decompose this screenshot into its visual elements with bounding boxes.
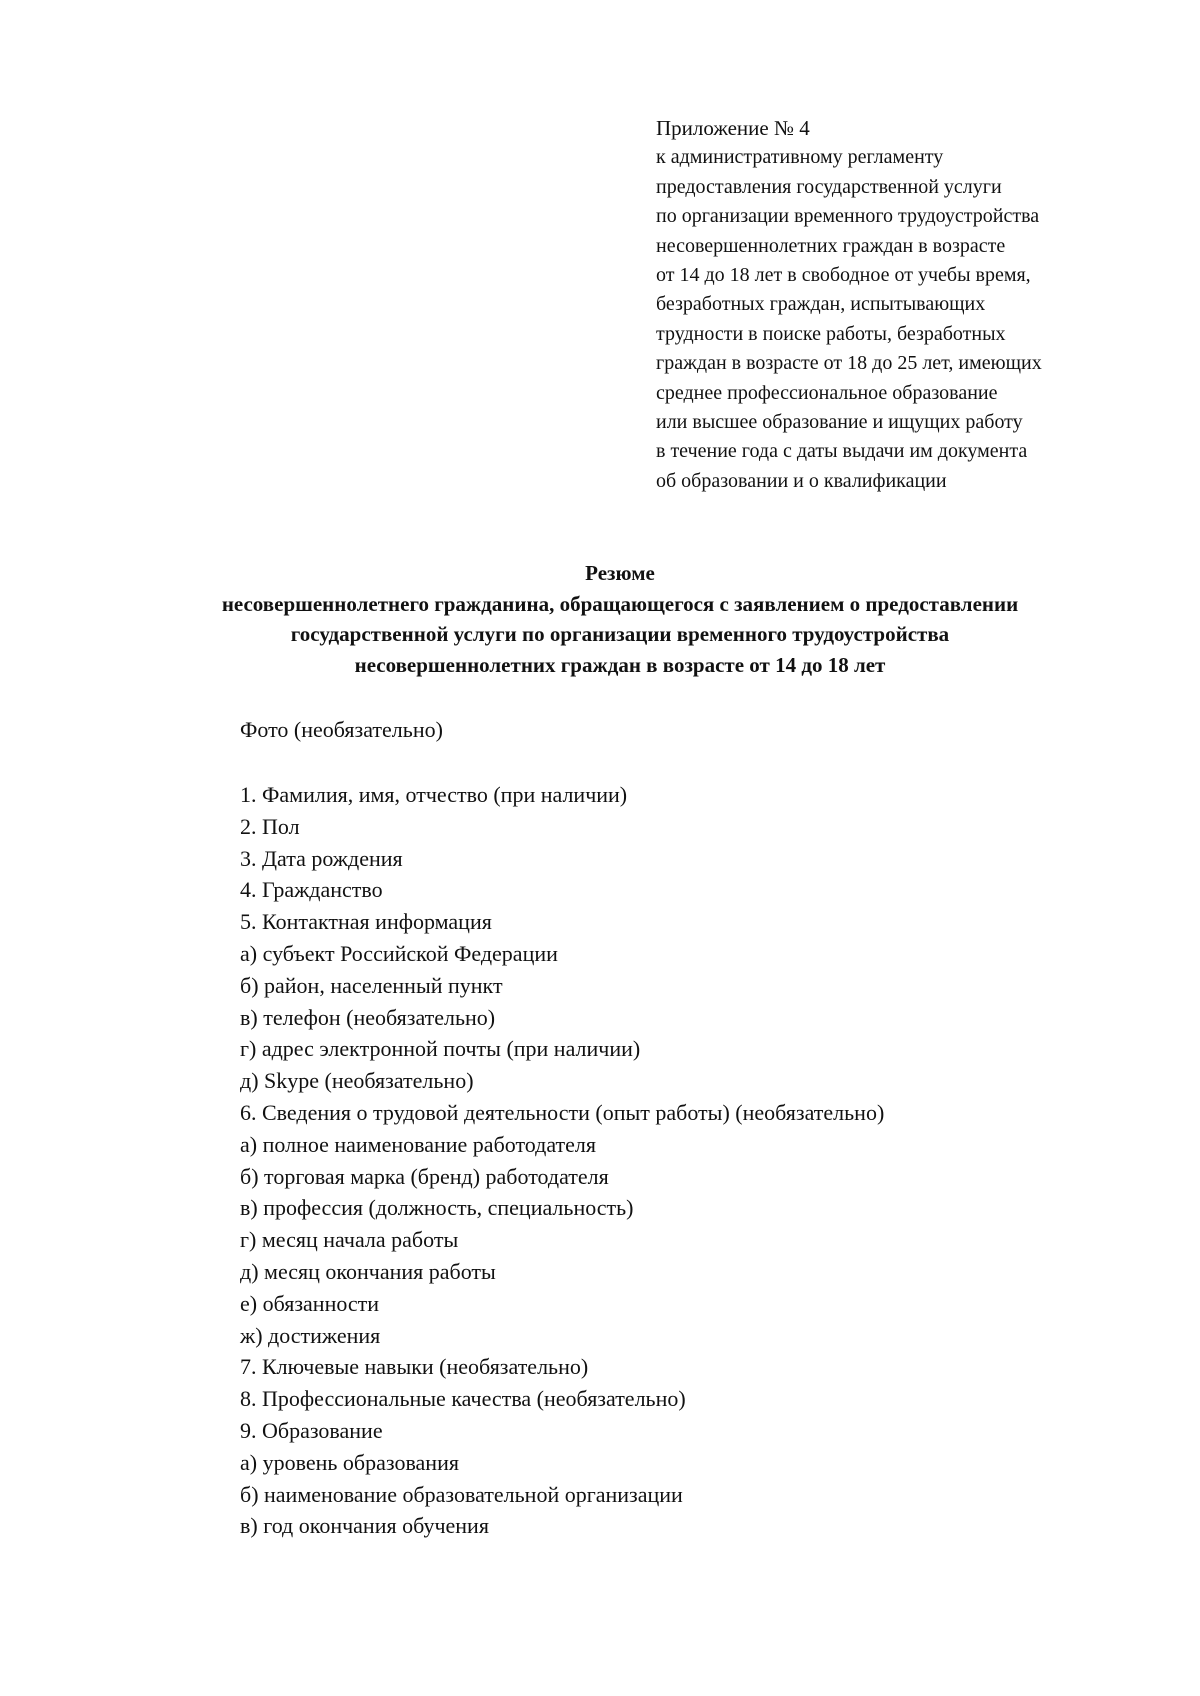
- appendix-line: среднее профессиональное образование: [656, 381, 998, 404]
- appendix-line: безработных граждан, испытывающих: [656, 293, 986, 316]
- appendix-line: по организации временного трудоустройства: [656, 205, 1040, 228]
- heading-line: государственной услуги по организации временного трудоустройства: [290, 622, 950, 646]
- list-item: г) месяц начала работы: [240, 1227, 459, 1253]
- list-item: б) наименование образовательной организации: [240, 1481, 683, 1507]
- list-item: д) Skype (необязательно): [240, 1068, 474, 1094]
- list-item: а) уровень образования: [240, 1449, 459, 1475]
- appendix-title: Приложение № 4: [656, 116, 810, 140]
- list-item: 6. Сведения о трудовой деятельности (опыт работы) (необязательно): [240, 1099, 885, 1125]
- heading-title: Резюме: [585, 561, 655, 585]
- appendix-line: от 14 до 18 лет в свободное от учебы время,: [656, 264, 1031, 287]
- list-item: в) год окончания обучения: [240, 1513, 489, 1539]
- list-item: г) адрес электронной почты (при наличии): [240, 1036, 641, 1062]
- list-item: а) полное наименование работодателя: [240, 1131, 597, 1157]
- appendix-block: [656, 114, 1116, 496]
- list-item: 4. Гражданство: [240, 877, 383, 903]
- list-item: 1. Фамилия, имя, отчество (при наличии): [240, 782, 628, 807]
- document-heading: [150, 558, 1090, 680]
- photo-label: Фото (необязательно): [240, 717, 443, 742]
- list-item: в) профессия (должность, специальность): [240, 1195, 634, 1221]
- list-item: в) телефон (необязательно): [240, 1004, 496, 1030]
- list-item: ж) достижения: [240, 1322, 381, 1348]
- heading-line: несовершеннолетнего гражданина, обращающегося с заявлением о предоставлении: [221, 591, 1019, 616]
- list-item: 9. Образование: [240, 1417, 383, 1443]
- list-item: б) район, населенный пункт: [240, 972, 503, 998]
- appendix-line: об образовании и о квалификации: [656, 469, 947, 492]
- appendix-line: несовершеннолетних граждан в возрасте: [656, 234, 1006, 257]
- appendix-line: граждан в возрасте от 18 до 25 лет, имеющих: [656, 352, 1042, 375]
- list-item: 8. Профессиональные качества (необязательно): [240, 1386, 686, 1412]
- resume-items-list: [240, 779, 1140, 1542]
- list-item: 7. Ключевые навыки (необязательно): [240, 1354, 589, 1380]
- appendix-line: к административному регламенту: [656, 146, 944, 169]
- list-item: 2. Пол: [240, 813, 300, 839]
- list-item: 3. Дата рождения: [240, 845, 403, 871]
- appendix-line: или высшее образование и ищущих работу: [656, 411, 1023, 434]
- list-item: 5. Контактная информация: [240, 909, 492, 935]
- appendix-line: в течение года с даты выдачи им документа: [656, 440, 1028, 463]
- list-item: е) обязанности: [240, 1290, 380, 1316]
- list-item: а) субъект Российской Федерации: [240, 940, 558, 966]
- list-item: д) месяц окончания работы: [240, 1258, 496, 1284]
- appendix-line: предоставления государственной услуги: [656, 175, 1002, 198]
- heading-line: несовершеннолетних граждан в возрасте от 14 до 18 лет: [354, 652, 886, 677]
- list-item: б) торговая марка (бренд) работодателя: [240, 1163, 609, 1189]
- appendix-line: трудности в поиске работы, безработных: [656, 322, 1006, 345]
